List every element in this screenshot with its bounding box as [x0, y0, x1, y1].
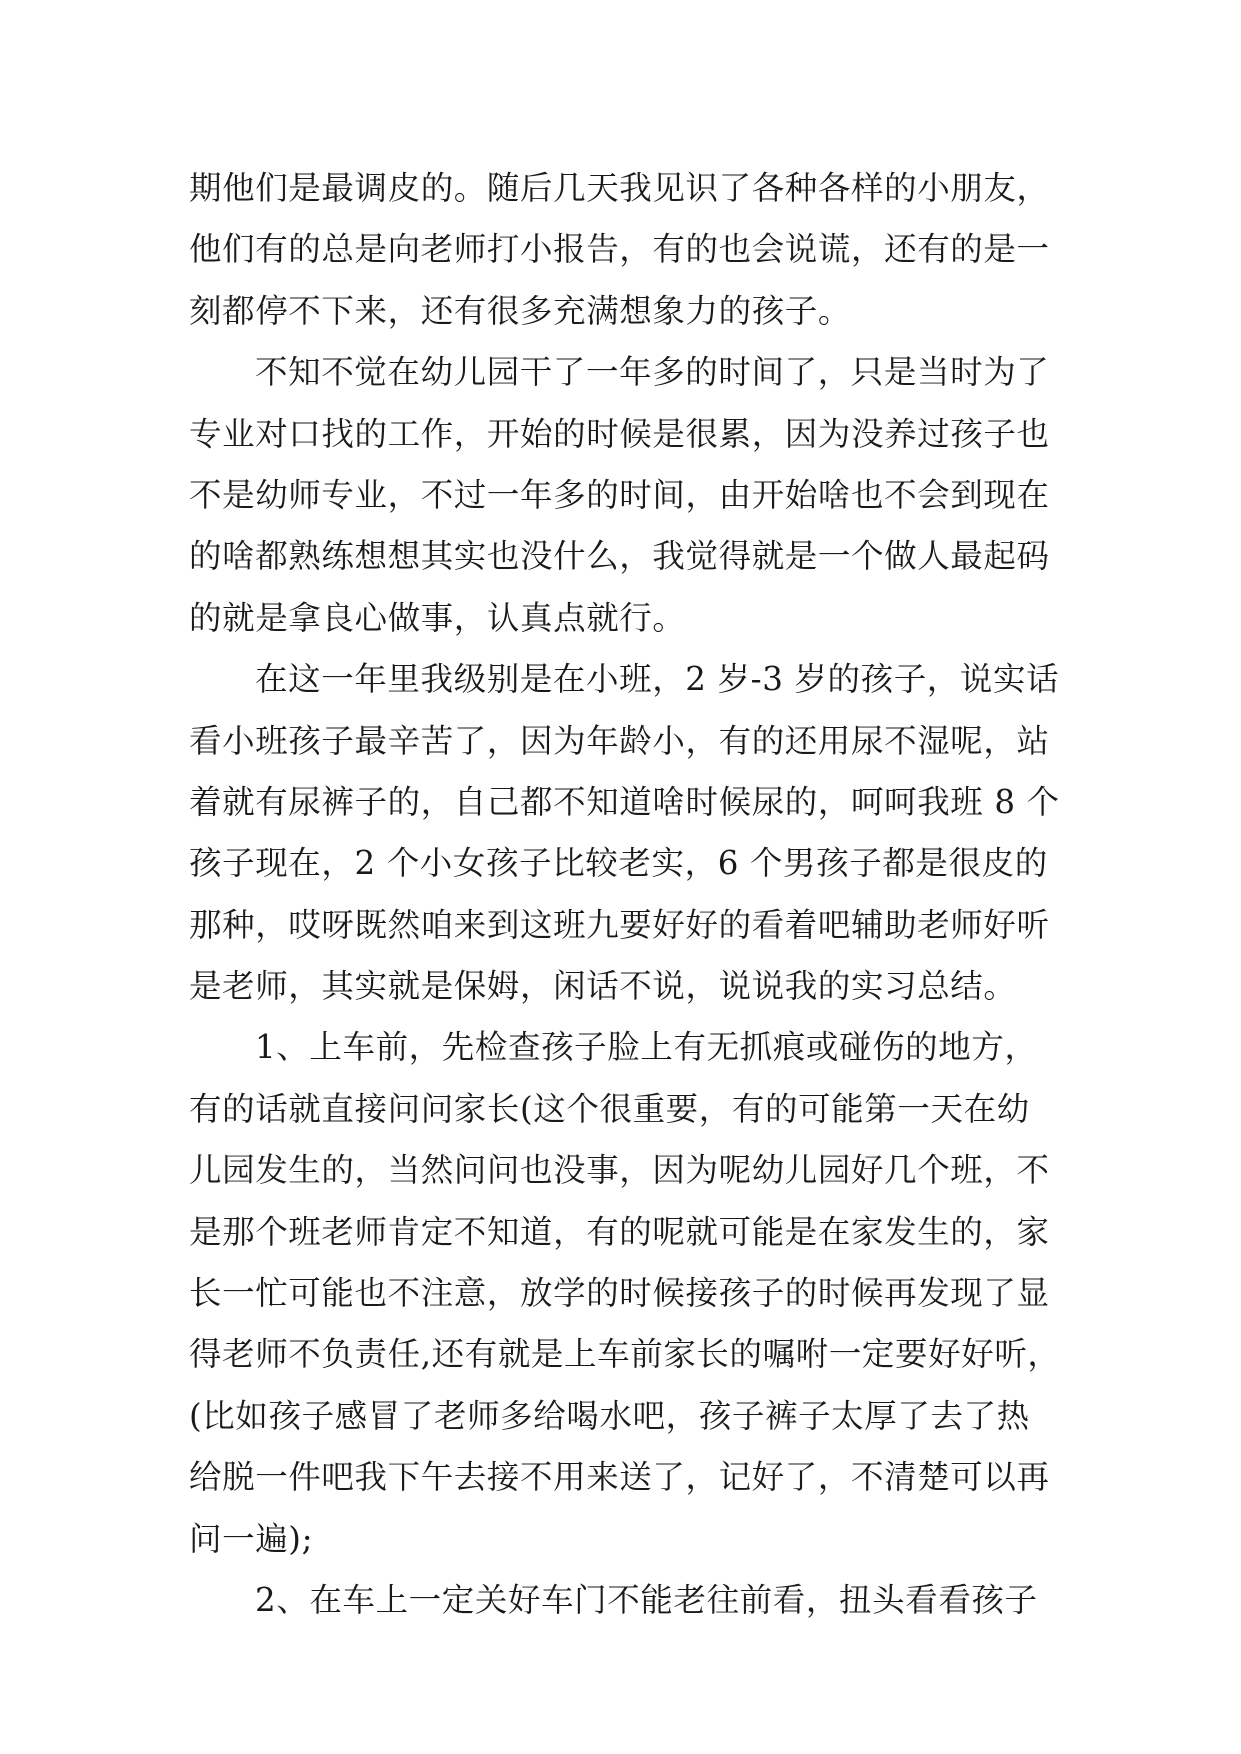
document-body-text — [189, 158, 1061, 1631]
text-line: (比如孩子感冒了老师多给喝水吧，孩子裤子太厚了去了热 — [189, 1396, 1030, 1435]
text-line: 期他们是最调皮的。随后几天我见识了各种各样的小朋友， — [189, 169, 1050, 207]
paragraph-first-line: 在这一年里我级别是在小班，2 岁-3 岁的孩子，说实话 — [255, 660, 1060, 699]
paragraph-first-line: 1、上车前，先检查孩子脸上有无抓痕或碰伤的地方， — [255, 1028, 1038, 1067]
text-line: 的就是拿良心做事，认真点就行。 — [189, 598, 686, 637]
text-line: 问一遍); — [189, 1519, 314, 1558]
text-line: 有的话就直接问问家长(这个很重要，有的可能第一天在幼 — [189, 1089, 1030, 1128]
text-line: 那种，哎呀既然咱来到这班九要好好的看着吧辅助老师好听 — [189, 905, 1050, 944]
text-line: 是那个班老师肯定不知道，有的呢就可能是在家发生的，家 — [189, 1212, 1050, 1251]
text-line: 孩子现在，2 个小女孩子比较老实，6 个男孩子都是很皮的 — [189, 844, 1048, 883]
text-line: 他们有的总是向老师打小报告，有的也会说谎，还有的是一 — [189, 230, 1050, 269]
text-line: 的啥都熟练想想其实也没什么，我觉得就是一个做人最起码 — [189, 537, 1050, 576]
text-line: 得老师不负责任,还有就是上车前家长的嘱咐一定要好好听， — [189, 1335, 1061, 1374]
text-line: 看小班孩子最辛苦了，因为年龄小，有的还用尿不湿呢，站 — [189, 721, 1050, 760]
paragraph-first-line: 2、在车上一定关好车门不能老往前看，扭头看看孩子 — [255, 1580, 1038, 1619]
text-line: 儿园发生的，当然问问也没事，因为呢幼儿园好几个班，不 — [189, 1151, 1050, 1190]
text-line: 长一忙可能也不注意，放学的时候接孩子的时候再发现了显 — [189, 1274, 1050, 1313]
text-line: 着就有尿裤子的，自己都不知道啥时候尿的，呵呵我班 8 个 — [189, 782, 1060, 821]
text-line: 是老师，其实就是保姆，闲话不说，说说我的实习总结。 — [189, 967, 1017, 1006]
text-line: 刻都停不下来，还有很多充满想象力的孩子。 — [189, 291, 852, 330]
text-line: 专业对口找的工作，开始的时候是很累，因为没养过孩子也 — [189, 414, 1050, 453]
text-line: 不是幼师专业，不过一年多的时间，由开始啥也不会到现在 — [189, 475, 1050, 514]
text-line: 给脱一件吧我下午去接不用来送了，记好了，不清楚可以再 — [189, 1458, 1050, 1497]
paragraph-first-line: 不知不觉在幼儿园干了一年多的时间了，只是当时为了 — [255, 353, 1050, 392]
